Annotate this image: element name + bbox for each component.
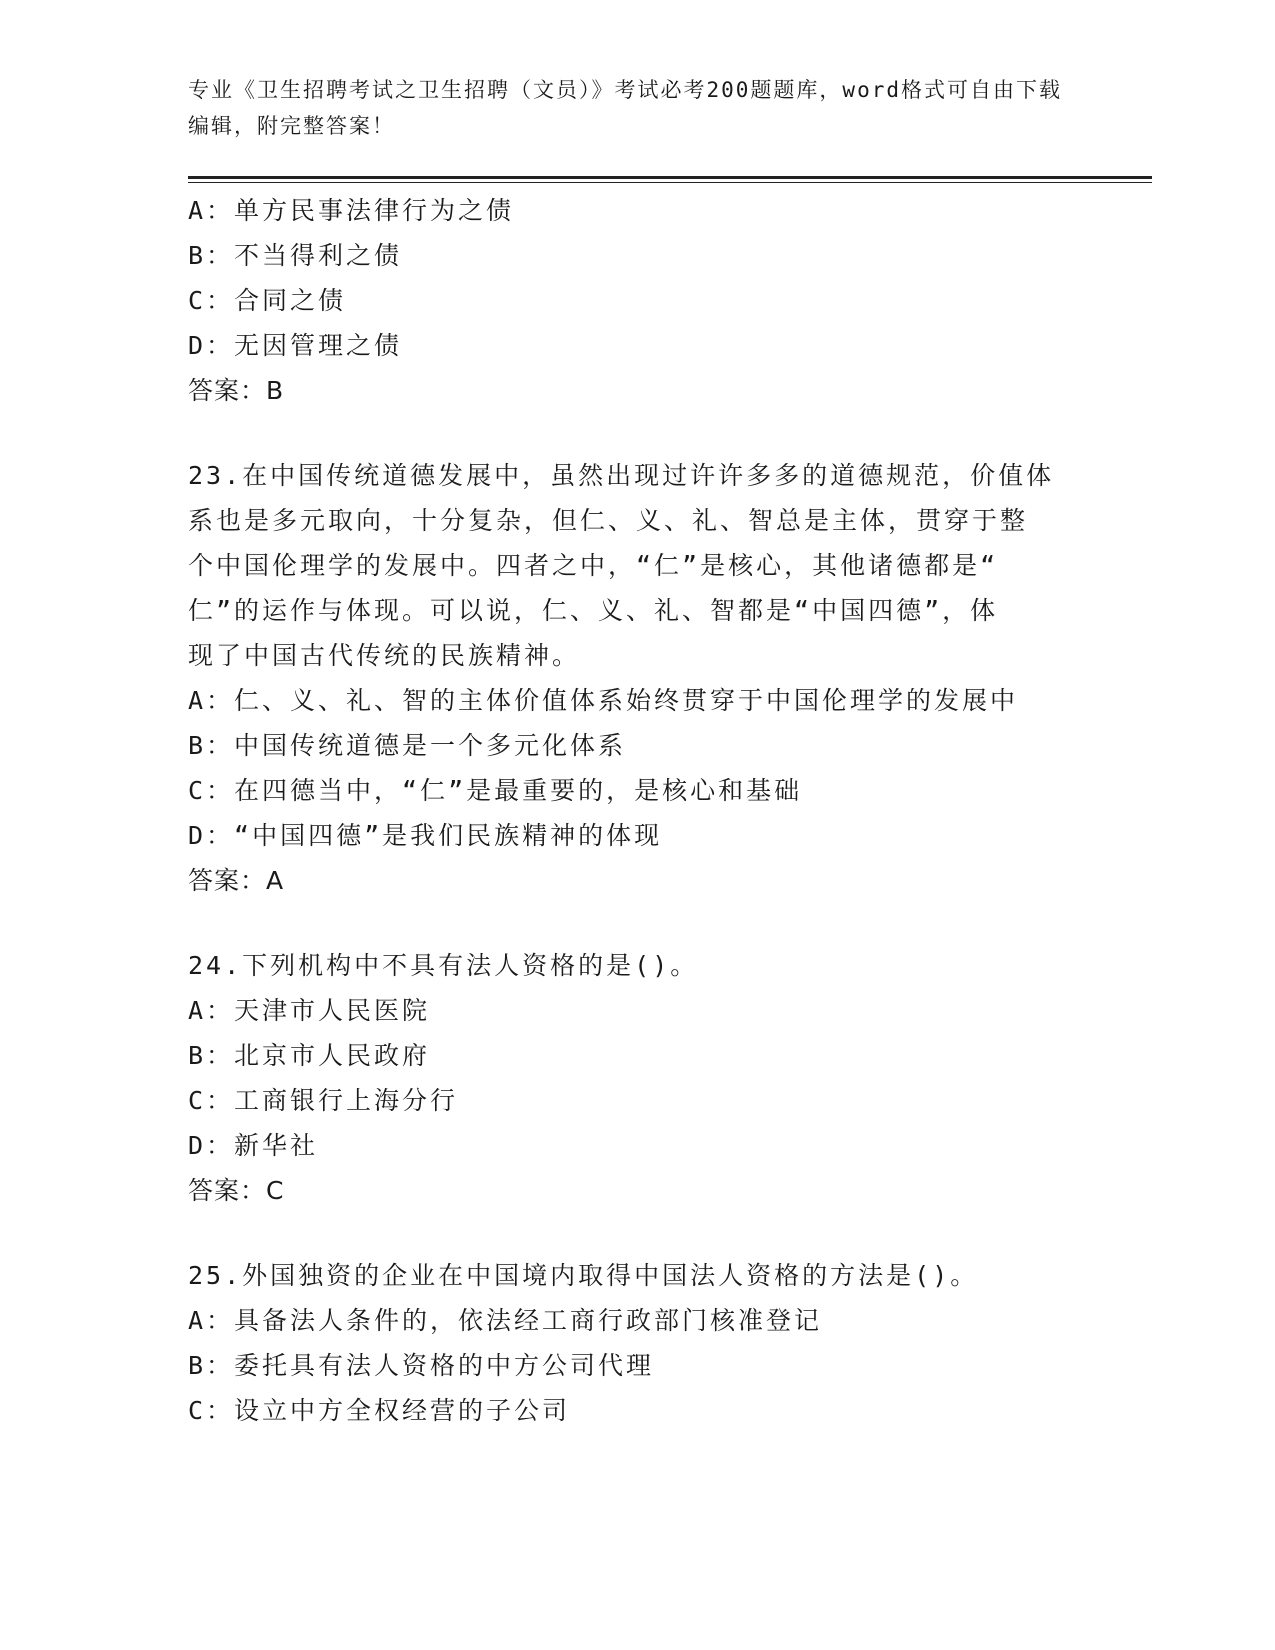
option-d: D：新华社 — [188, 1131, 319, 1160]
answer-line: 答案：C — [188, 1176, 285, 1205]
header-divider-thin — [188, 182, 1152, 183]
header-title: 专业《卫生招聘考试之卫生招聘（文员）》考试必考200题题库，word格式可自由下载编辑，附完整答案！ — [188, 78, 1062, 138]
option-b: B：中国传统道德是一个多元化体系 — [188, 731, 627, 760]
option-d: D：“中国四德”是我们民族精神的体现 — [188, 821, 663, 850]
option-c: C：合同之债 — [188, 286, 347, 315]
spacer — [188, 1213, 1088, 1253]
question-stem-line: 现了中国古代传统的民族精神。 — [188, 641, 581, 670]
option-b: B：北京市人民政府 — [188, 1041, 431, 1070]
question-stem-line: 24.下列机构中不具有法人资格的是()。 — [188, 951, 699, 980]
question-block-24 — [188, 943, 1088, 1213]
option-c: C：在四德当中，“仁”是最重要的，是核心和基础 — [188, 776, 803, 805]
answer-line: 答案：B — [188, 376, 285, 405]
question-list — [188, 188, 1088, 1433]
option-c: C：设立中方全权经营的子公司 — [188, 1396, 571, 1425]
option-c: C：工商银行上海分行 — [188, 1086, 459, 1115]
header-divider — [188, 176, 1152, 179]
question-block-22 — [188, 188, 1088, 413]
option-b: B：委托具有法人资格的中方公司代理 — [188, 1351, 655, 1380]
question-block-25 — [188, 1253, 1088, 1433]
spacer — [188, 903, 1088, 943]
option-a: A：天津市人民医院 — [188, 996, 431, 1025]
option-b: B：不当得利之债 — [188, 241, 403, 270]
question-stem-line: 个中国伦理学的发展中。四者之中，“仁”是核心，其他诸德都是“ — [188, 551, 999, 580]
question-stem-line: 系也是多元取向，十分复杂，但仁、义、礼、智总是主体，贯穿于整 — [188, 506, 1029, 535]
answer-line: 答案：A — [188, 866, 285, 895]
option-a: A：单方民事法律行为之债 — [188, 196, 515, 225]
question-block-23 — [188, 453, 1088, 903]
question-stem-line: 23.在中国传统道德发展中，虽然出现过许许多多的道德规范，价值体 — [188, 461, 1055, 490]
option-a: A：具备法人条件的，依法经工商行政部门核准登记 — [188, 1306, 823, 1335]
question-stem-line: 仁”的运作与体现。可以说，仁、义、礼、智都是“中国四德”，体 — [188, 596, 999, 625]
option-d: D：无因管理之债 — [188, 331, 403, 360]
document-header — [188, 72, 1068, 144]
spacer — [188, 413, 1088, 453]
question-stem-line: 25.外国独资的企业在中国境内取得中国法人资格的方法是()。 — [188, 1261, 979, 1290]
option-a: A：仁、义、礼、智的主体价值体系始终贯穿于中国伦理学的发展中 — [188, 686, 1019, 715]
